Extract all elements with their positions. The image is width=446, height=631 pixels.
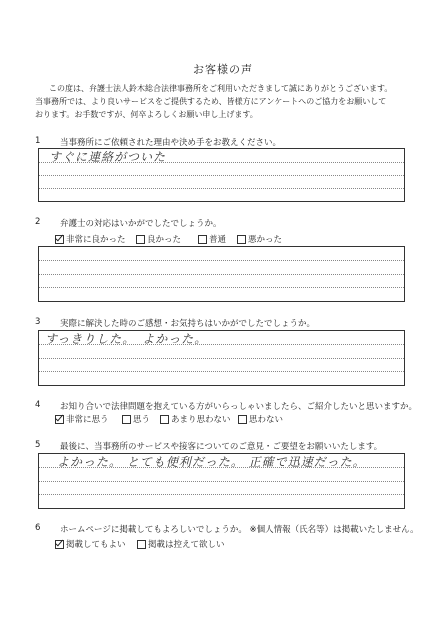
checkbox[interactable] xyxy=(137,540,146,549)
checkbox[interactable] xyxy=(122,415,131,424)
answer-box-2[interactable] xyxy=(38,246,405,302)
answer-box-1[interactable] xyxy=(38,148,405,202)
option-q4-1[interactable]: 非常に思う xyxy=(55,413,109,425)
intro-line: おります。お手数ですが、何卒よろしくお願い申し上げます。 xyxy=(35,110,258,119)
option-q2-2[interactable]: 良かった xyxy=(136,233,181,245)
checkbox[interactable] xyxy=(238,415,247,424)
question-text: 弁護士の対応はいかがでしたでしょうか。 xyxy=(60,219,222,229)
question-number: 1 xyxy=(35,136,41,146)
question-number: 5 xyxy=(35,440,41,450)
option-q6-2[interactable]: 掲載は控えて欲しい xyxy=(137,538,225,550)
option-q2-4[interactable]: 悪かった xyxy=(237,233,282,245)
checkbox[interactable] xyxy=(136,235,145,244)
option-q4-3[interactable]: あまり思わない xyxy=(160,413,231,425)
option-q4-2[interactable]: 思う xyxy=(122,413,150,425)
page-title: お客様の声 xyxy=(193,63,253,76)
question-text: ホームページに掲載してもよろしいでしょうか。 ※個人情報（氏名等）は掲載いたしません。 xyxy=(60,525,419,535)
intro-line: この度は、弁護士法人鈴木総合法律事務所をご利用いただきまして誠にありがとうございます。 xyxy=(49,84,393,93)
intro-paragraph xyxy=(35,82,425,121)
handwritten-answer: よかった。 とても便利だった。 正確で迅速だった。 xyxy=(57,455,366,469)
question-text: お知り合いで法律問題を抱えている方がいらっしゃいましたら、ご紹介したいと思いますか。 xyxy=(60,402,418,412)
option-q2-1[interactable]: 非常に良かった xyxy=(55,233,126,245)
answer-box-5[interactable] xyxy=(38,453,405,509)
answer-box-3[interactable] xyxy=(38,330,405,386)
question-text: 当事務所にご依頼された理由や決め手をお教えください。 xyxy=(60,138,282,148)
checkbox[interactable] xyxy=(160,415,169,424)
question-number: 2 xyxy=(35,217,41,227)
question-number: 6 xyxy=(35,523,41,533)
option-q2-3[interactable]: 普通 xyxy=(198,233,226,245)
handwritten-answer: すぐに連絡がついた xyxy=(49,150,167,164)
question-text: 実際に解決した時のご感想・お気持ちはいかがでしたでしょうか。 xyxy=(60,319,316,329)
option-q6-1[interactable]: 掲載してもよい xyxy=(55,538,126,550)
intro-line: 当事務所では、より良いサービスをご提供するため、皆様方にアンケートへのご協力をお願いして xyxy=(35,97,387,106)
checkbox-checked[interactable] xyxy=(55,540,64,549)
option-q4-4[interactable]: 思わない xyxy=(238,413,283,425)
question-number: 3 xyxy=(35,317,41,327)
checkbox-checked[interactable] xyxy=(55,235,64,244)
question-number: 4 xyxy=(35,400,41,410)
checkbox[interactable] xyxy=(198,235,207,244)
handwritten-answer: すっきりした。 よかった。 xyxy=(45,332,208,346)
checkbox-checked[interactable] xyxy=(55,415,64,424)
checkbox[interactable] xyxy=(237,235,246,244)
question-text: 最後に、当事務所のサービスや接客についてのご意見・ご要望をお願いいたします。 xyxy=(60,442,383,452)
